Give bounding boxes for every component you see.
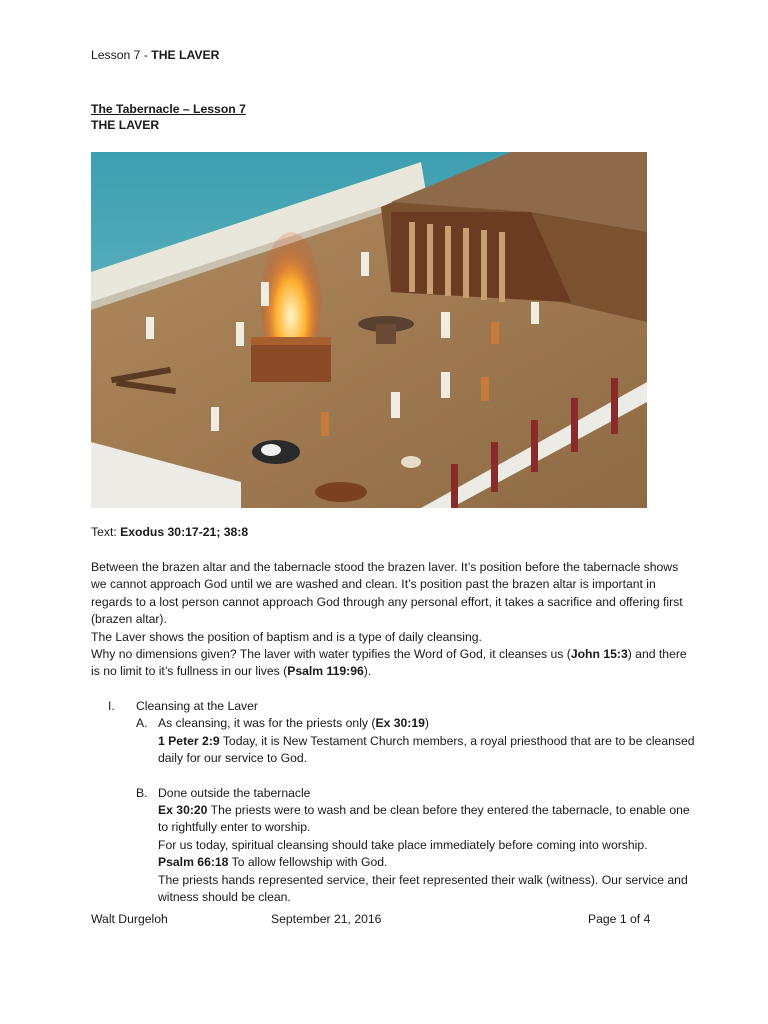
- intro-p1: Between the brazen altar and the tabernacle stood the brazen laver. It’s position before the tabernacle shows we cannot approach God until we are washed and clean. It’s position past the brazen altar is important in regards to a lost person cannot approach God through any personal effort, it takes a sacrifice and offering first (brazen altar).: [91, 560, 683, 627]
- intro-p2: The Laver shows the position of baptism and is a type of daily cleansing.: [91, 629, 482, 644]
- b-text-2: For us today, spiritual cleansing should take place immediately before coming into worship.: [158, 837, 648, 852]
- footer-date: September 21, 2016: [271, 912, 382, 926]
- intro-p3-end: ).: [363, 664, 372, 679]
- lesson-title: [91, 101, 246, 133]
- tabernacle-illustration: [91, 152, 647, 508]
- b-ref-psalm: Psalm 66:18: [158, 855, 229, 870]
- text-scripture: Exodus 30:17-21; 38:8: [120, 525, 249, 539]
- outline-a-letter: A.: [136, 716, 148, 730]
- intro-ref-psalm: Psalm 119:96: [287, 664, 364, 679]
- a-ref-peter: 1 Peter 2:9: [158, 734, 220, 748]
- text-reference: [91, 524, 691, 541]
- outline-a-label: [158, 715, 429, 732]
- b-ref-ex: Ex 30:20: [158, 803, 208, 817]
- header-prefix: Lesson 7 -: [91, 48, 152, 62]
- page-header: [91, 47, 219, 63]
- a-label-text: As cleansing, it was for the priests only (: [158, 716, 376, 730]
- intro-p3: [91, 646, 691, 681]
- title-line-2: THE LAVER: [91, 118, 160, 132]
- a-label-close: ): [424, 716, 429, 730]
- a-label-ref: Ex 30:19: [375, 716, 425, 730]
- outline-b-label: Done outside the tabernacle: [158, 786, 311, 800]
- footer-page: Page 1 of 4: [588, 912, 651, 926]
- b-text-1: The priests were to wash and be clean before they entered the tabernacle, to enable one to rightfully enter to worship.: [158, 803, 690, 835]
- title-line-1: The Tabernacle – Lesson 7: [91, 102, 246, 116]
- outline-b-body: [158, 802, 698, 906]
- b-text-3: To allow fellowship with God.: [228, 855, 388, 870]
- outline-roman-numeral: I.: [108, 699, 115, 713]
- outline-section-title: Cleansing at the Laver: [136, 699, 258, 713]
- b-line-1: [158, 802, 698, 837]
- intro-p3-text2: ) and there is no limit to it’s fullness in our lives (: [91, 647, 687, 679]
- text-label: Text:: [91, 525, 121, 539]
- outline-b-letter: B.: [136, 786, 148, 800]
- b-text-4: The priests hands represented service, their feet represented their walk (witness). Our service and witness should be clean.: [158, 872, 688, 905]
- intro-ref-john: John 15:3: [570, 647, 628, 662]
- intro-p3-text: Why no dimensions given? The laver with water typifies the Word of God, it cleanses us (: [91, 647, 571, 662]
- a-body-text: Today, it is New Testament Church members, a royal priesthood that are to be cleansed daily for our service to God.: [158, 734, 695, 766]
- footer-author: Walt Durgeloh: [91, 912, 168, 926]
- outline-a-body: [158, 733, 698, 768]
- b-line-3: [158, 854, 698, 871]
- header-title: THE LAVER: [151, 48, 220, 62]
- intro-paragraph: [91, 559, 691, 681]
